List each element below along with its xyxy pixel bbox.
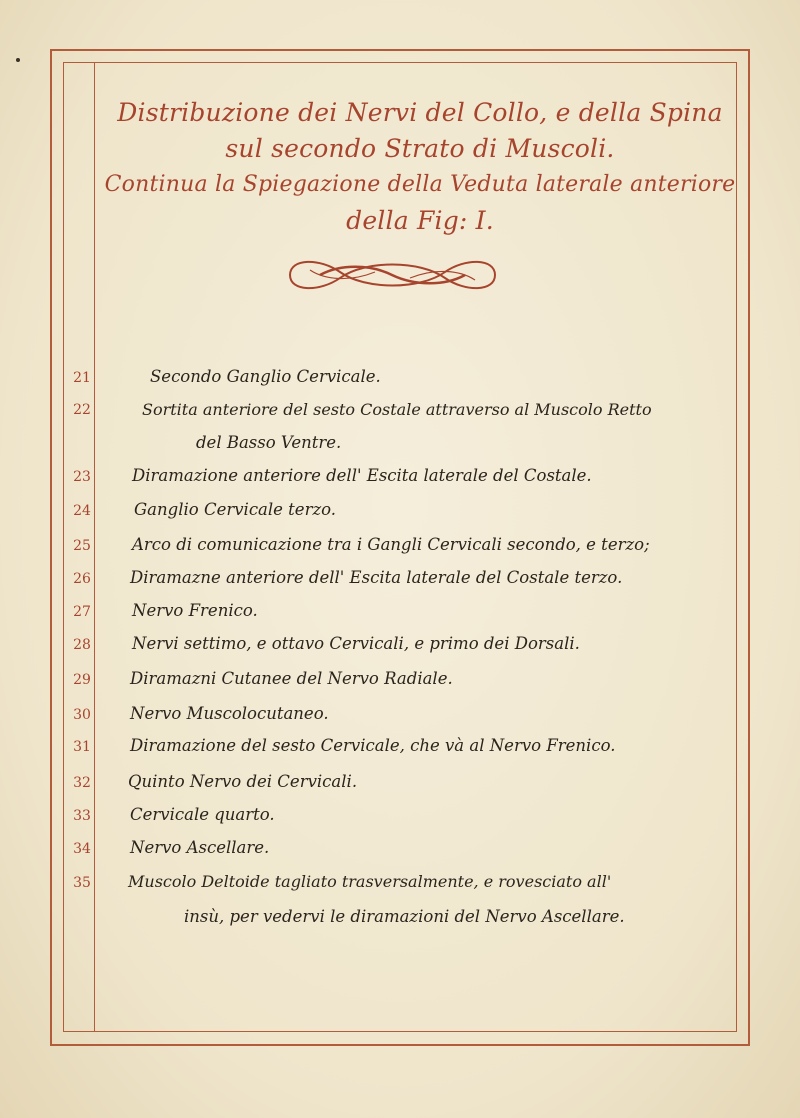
title-line-1: Distribuzione dei Nervi del Collo, e della Spina — [117, 98, 723, 127]
entry-text: Quinto Nervo dei Cervicali. — [128, 772, 358, 791]
entry-text: Nervo Frenico. — [132, 601, 258, 620]
entry-text: Nervo Ascellare. — [130, 838, 270, 857]
entry-text: Nervi settimo, e ottavo Cervicali, e primo dei Dorsali. — [132, 634, 580, 653]
entry-continuation: del Basso Ventre. — [196, 433, 342, 452]
title-line-4: della Fig: I. — [346, 206, 494, 235]
entry-text: Diramazni Cutanee del Nervo Radiale. — [130, 669, 453, 688]
entry-text: Nervo Muscolocutaneo. — [130, 704, 329, 723]
entry-number: 33 — [73, 808, 91, 824]
entry-text: Arco di comunicazione tra i Gangli Cervicali secondo, e terzo; — [132, 535, 650, 554]
title-line-3: Continua la Spiegazione della Veduta laterale anteriore — [104, 172, 736, 197]
entry-number: 25 — [73, 538, 91, 554]
entry-text: Diramazione anteriore dell' Escita laterale del Costale. — [132, 466, 592, 485]
entry-number: 32 — [73, 775, 91, 791]
title-line-2: sul secondo Strato di Muscoli. — [225, 134, 615, 163]
entry-text: Muscolo Deltoide tagliato trasversalmente, e rovesciato all' — [128, 872, 612, 891]
margin-rule — [94, 62, 95, 1032]
page-title — [100, 95, 740, 239]
entry-text: Diramazione del sesto Cervicale, che và al Nervo Frenico. — [130, 736, 616, 755]
ink-dot — [16, 58, 20, 62]
entry-number: 29 — [73, 672, 91, 688]
entry-continuation: insù, per vedervi le diramazioni del Nervo Ascellare. — [184, 907, 625, 926]
entry-number: 31 — [73, 739, 91, 755]
entry-number: 34 — [73, 841, 91, 857]
entry-number: 30 — [73, 707, 91, 723]
entry-text: Cervicale quarto. — [130, 805, 275, 824]
entry-text: Secondo Ganglio Cervicale. — [150, 367, 381, 386]
entry-number: 21 — [73, 370, 91, 386]
entry-number: 22 — [73, 402, 91, 418]
entry-number: 28 — [73, 637, 91, 653]
entry-number: 35 — [73, 875, 91, 891]
entry-number: 23 — [73, 469, 91, 485]
flourish-ornament — [280, 250, 505, 300]
entry-text: Diramazne anteriore dell' Escita laterale del Costale terzo. — [130, 568, 623, 587]
entry-text: Sortita anteriore del sesto Costale attraverso al Muscolo Retto — [142, 400, 652, 419]
entry-text: Ganglio Cervicale terzo. — [134, 500, 337, 519]
entry-number: 24 — [73, 503, 91, 519]
entry-number: 27 — [73, 604, 91, 620]
entry-number: 26 — [73, 571, 91, 587]
